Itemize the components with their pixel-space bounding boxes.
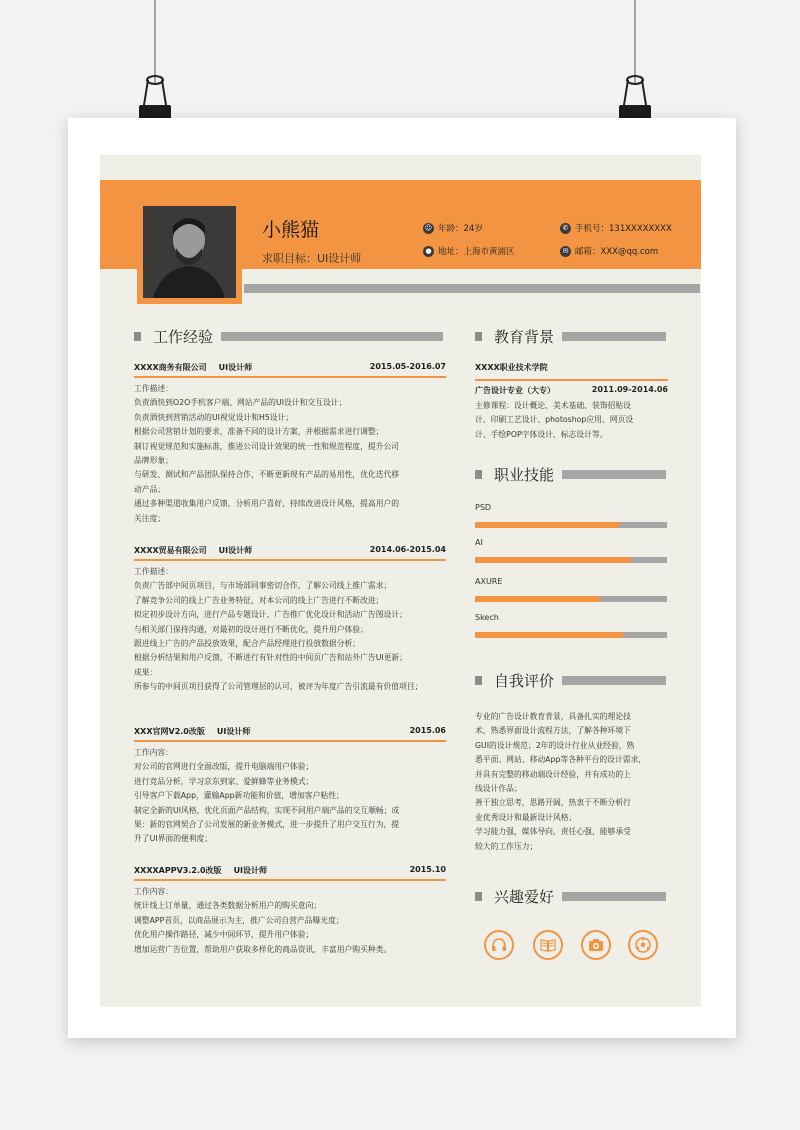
job-line: 工作描述： bbox=[134, 567, 173, 576]
job-line: 工作内容： bbox=[134, 748, 173, 757]
section-title: 职业技能 bbox=[494, 465, 555, 484]
job-line: 工作描述： bbox=[134, 384, 173, 393]
job-line: 品牌形象； bbox=[134, 456, 173, 466]
skill-track bbox=[475, 557, 667, 563]
job-line: 制定全新的UI风格，优化页面产品结构，实现不同用户端产品的交互顺畅；成 bbox=[134, 805, 400, 815]
job-line: 果：新的官网契合了公司发展的新业务模式，进一步提升了用户交互行为，提 bbox=[134, 820, 400, 830]
self-eval-line: 悉平面、网站、移动App等各种平台的设计需求， bbox=[475, 755, 647, 765]
section-title: 自我评价 bbox=[494, 671, 555, 690]
job-line: 与相关部门保持沟通，对最初的设计进行不断优化，提升用户体验； bbox=[134, 624, 368, 634]
job-line: 通过多种渠道收集用户反馈，分析用户喜好，持续改进设计风格，提高用户的 bbox=[134, 499, 400, 509]
education-courses-line: 计、手绘POP字体设计、标志设计等。 bbox=[475, 429, 608, 439]
section-skills bbox=[475, 466, 666, 482]
header-underline bbox=[244, 284, 700, 293]
location-pin-icon: ● bbox=[423, 246, 434, 257]
phone-text: 手机号：131XXXXXXXX bbox=[575, 224, 672, 234]
skill-sketch bbox=[475, 613, 667, 638]
education-school: XXXX职业技术学院 bbox=[475, 363, 548, 372]
job-divider bbox=[134, 740, 446, 742]
job-line: 与研发、测试和产品团队保持合作，不断更新现有产品的易用性，优化迭代移 bbox=[134, 470, 400, 480]
job-line: 根据公司营销计划的要求，准备不同的设计方案，并根据需求进行调整； bbox=[134, 427, 384, 437]
section-rule bbox=[562, 892, 666, 901]
job-date: 2015.10 bbox=[409, 865, 446, 874]
job-date: 2015.06 bbox=[409, 726, 446, 735]
self-eval-line: 学习能力强，媒体导向，责任心强，能够承受 bbox=[475, 827, 631, 837]
job-line: 进行竞品分析，学习京东到家、爱鲜蜂等业务模式； bbox=[134, 776, 314, 786]
section-marker bbox=[475, 470, 482, 479]
job-line: 跟进线上广告的产品投放效果，配合产品经理进行投放数据分析； bbox=[134, 639, 361, 649]
self-eval-line: GUI的设计规范；2年的设计行业从业经验，熟 bbox=[475, 740, 635, 750]
age-text: 年龄：24岁 bbox=[438, 224, 483, 234]
skill-level-bar bbox=[475, 522, 619, 528]
job-line: 了解竞争公司的线上广告业务特征，对本公司的线上广告进行不断改进； bbox=[134, 595, 384, 605]
job-title: UI设计师 bbox=[233, 866, 268, 875]
info-phone bbox=[560, 222, 672, 234]
job-title: UI设计师 bbox=[218, 363, 253, 372]
job-line: 关注度； bbox=[134, 513, 166, 523]
education-major: 广告设计专业（大专） bbox=[475, 386, 555, 395]
self-eval-line: 较大的工作压力； bbox=[475, 841, 538, 851]
section-self-evaluation bbox=[475, 672, 666, 688]
section-rule bbox=[562, 332, 666, 341]
job-entry-1 bbox=[134, 362, 446, 526]
education-courses-line: 主修课程：设计概论、美术基础、装饰招贴设 bbox=[475, 401, 631, 410]
job-divider bbox=[134, 559, 446, 561]
section-hobbies bbox=[475, 888, 666, 904]
section-rule bbox=[562, 470, 666, 479]
section-marker bbox=[134, 332, 141, 341]
job-line: 成果： bbox=[134, 667, 158, 677]
job-line: 优化用户操作路径，减少中间环节，提升用户体验； bbox=[134, 930, 314, 940]
profile-photo-frame bbox=[137, 200, 242, 304]
skill-label: AI bbox=[475, 538, 483, 547]
education-courses-line: 计、印刷工艺设计、photoshop应用、网页设 bbox=[475, 415, 634, 425]
job-line: 制订视觉规范和实施标准，推进公司设计效果的统一性和规范程度，提升公司 bbox=[134, 441, 400, 451]
job-line: 调整APP首页，以商品展示为主，推广公司自营产品曝光度； bbox=[134, 915, 344, 925]
job-date: 2014.06-2015.04 bbox=[369, 545, 446, 554]
job-company: XXXXAPPV3.2.0改版 bbox=[134, 866, 222, 875]
section-marker bbox=[475, 332, 482, 341]
education-date: 2011.09-2014.06 bbox=[591, 385, 668, 394]
job-company: XXXX商务有限公司 bbox=[134, 363, 207, 372]
mail-icon: ✉ bbox=[560, 246, 571, 257]
skill-label: AXURE bbox=[475, 577, 503, 586]
section-title: 教育背景 bbox=[494, 327, 555, 346]
section-rule bbox=[221, 332, 443, 341]
football-icon bbox=[628, 930, 658, 960]
job-line: 动产品； bbox=[134, 484, 166, 494]
skill-track bbox=[475, 596, 667, 602]
section-marker bbox=[475, 676, 482, 685]
job-title: UI设计师 bbox=[218, 546, 253, 555]
phone-icon: ✆ bbox=[560, 223, 571, 234]
job-divider bbox=[134, 376, 446, 378]
skill-label: Skech bbox=[475, 613, 499, 622]
headphones-icon bbox=[484, 930, 514, 960]
skill-level-bar bbox=[475, 557, 631, 563]
smile-icon: ☺ bbox=[424, 224, 433, 232]
section-rule bbox=[562, 676, 666, 685]
skill-ai bbox=[475, 538, 667, 563]
self-eval-line: 并具有完整的移动端设计经验，并有成功的上 bbox=[475, 769, 631, 779]
self-eval-line: 善于独立思考，思路开阔，热衷于不断分析行 bbox=[475, 798, 631, 808]
job-company: XXXX贸易有限公司 bbox=[134, 546, 207, 555]
section-title: 工作经验 bbox=[153, 327, 214, 346]
job-entry-4 bbox=[134, 865, 446, 957]
section-marker bbox=[475, 892, 482, 901]
job-title: UI设计师 bbox=[216, 727, 251, 736]
education-divider bbox=[475, 379, 668, 381]
job-line: 对公司的官网进行全面改版，提升电脑端用户体验； bbox=[134, 762, 314, 772]
self-evaluation-text bbox=[475, 710, 668, 854]
job-entry-3 bbox=[134, 726, 446, 847]
skill-track bbox=[475, 632, 667, 638]
job-target: 求职目标：UI设计师 bbox=[262, 252, 362, 265]
skill-level-bar bbox=[475, 632, 623, 638]
job-line: 统计线上订单量，通过各类数据分析用户的购买意向； bbox=[134, 901, 322, 911]
section-work-experience bbox=[134, 328, 443, 344]
job-divider bbox=[134, 879, 446, 881]
skill-level-bar bbox=[475, 596, 600, 602]
education-block bbox=[475, 362, 668, 442]
job-line: 升了UI界面的便利度； bbox=[134, 834, 213, 844]
info-email bbox=[560, 245, 658, 257]
job-line: 工作内容： bbox=[134, 887, 173, 896]
skill-label: PSD bbox=[475, 503, 492, 512]
job-line: 根据分析结果和用户反馈，不断进行有针对性的中间页广告和站外广告UI更新； bbox=[134, 653, 408, 663]
self-eval-line: 术，熟悉界面设计流程方法，了解各种环境下 bbox=[475, 726, 631, 736]
camera-icon bbox=[581, 930, 611, 960]
skill-axure bbox=[475, 577, 667, 602]
address-text: 地址：上海市黄浦区 bbox=[438, 247, 515, 257]
job-line: 负责广告部中间页项目，与市场部同事密切合作，了解公司线上推广需求； bbox=[134, 581, 392, 591]
profile-photo bbox=[143, 206, 236, 298]
skill-psd bbox=[475, 503, 667, 528]
info-address bbox=[423, 245, 515, 257]
job-line: 引导客户下载App，灌输App新功能和价值，增加客户粘性； bbox=[134, 791, 344, 801]
skill-track bbox=[475, 522, 667, 528]
job-line: 负责酒快到营销活动的UI视觉设计和H5设计； bbox=[134, 412, 294, 422]
job-line: 负责酒快到O2O手机客户端、网站产品的UI设计和交互设计； bbox=[134, 398, 347, 408]
job-line: 增加运营广告位置，帮助用户获取多样化的商品资讯，丰富用户购买种类。 bbox=[134, 944, 392, 954]
email-text: 邮箱：XXX@qq.com bbox=[575, 247, 659, 257]
info-age bbox=[423, 222, 483, 234]
job-line: 拟定初步设计方向，进行产品专题设计、广告推广优化设计和活动广告图设计； bbox=[134, 610, 407, 620]
self-eval-line: 线设计作品； bbox=[475, 784, 522, 794]
section-title: 兴趣爱好 bbox=[494, 887, 555, 906]
self-eval-line: 业优秀设计和最新设计风格； bbox=[475, 812, 577, 822]
job-date: 2015.05-2016.07 bbox=[369, 362, 446, 371]
self-eval-line: 专业的广告设计教育背景，具备扎实的理论技 bbox=[475, 712, 631, 721]
section-education bbox=[475, 328, 666, 344]
job-entry-2 bbox=[134, 545, 446, 695]
job-line: 所参与的中间页项目获得了公司管理层的认可，被评为年度广告引流最有价值项目； bbox=[134, 682, 423, 692]
candidate-name: 小熊猫 bbox=[262, 219, 320, 241]
book-icon bbox=[533, 930, 563, 960]
job-company: XXX官网V2.0改版 bbox=[134, 727, 205, 736]
